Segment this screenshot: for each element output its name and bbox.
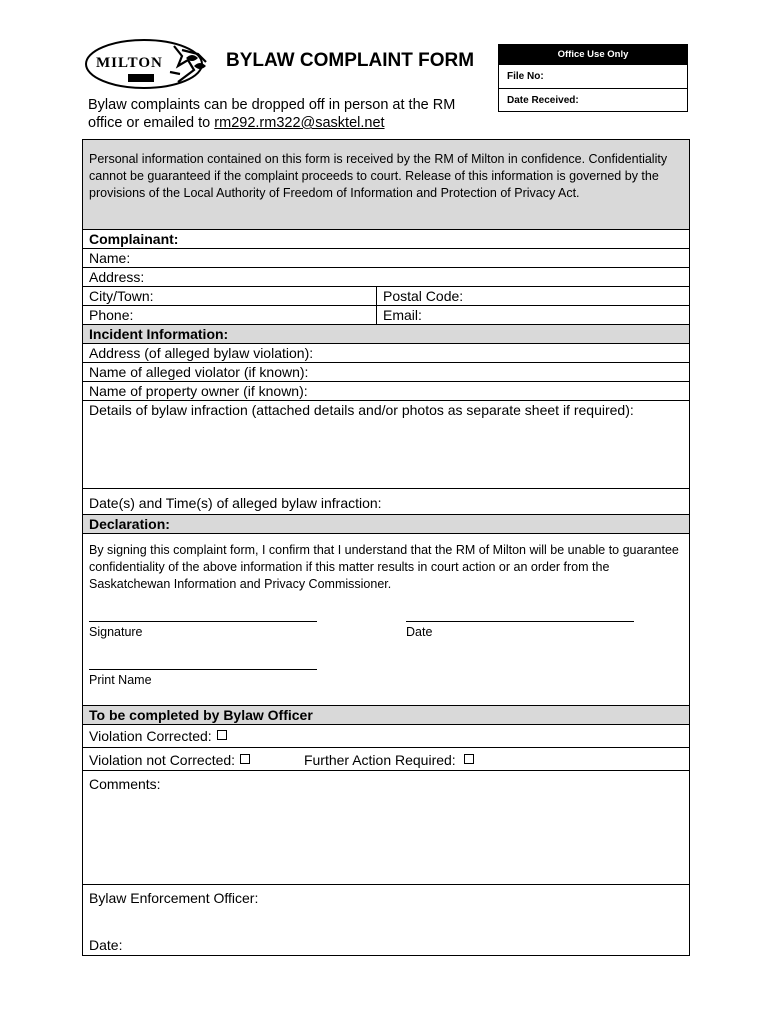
violation-corrected-label: Violation Corrected: [89,728,212,744]
violation-corrected-checkbox[interactable] [217,730,227,740]
owner-name-row[interactable] [83,381,689,400]
signature-line[interactable] [89,621,317,622]
declaration-heading-row [83,514,689,533]
print-name-line[interactable] [89,669,317,670]
incident-heading: Incident Information: [89,326,229,342]
date-label: Date [406,625,433,639]
officer-row[interactable] [83,884,689,955]
further-action-label: Further Action Required: [303,752,456,768]
violation-corrected-item [83,725,689,745]
form-title: BYLAW COMPLAINT FORM [226,50,475,71]
print-name-label: Print Name [89,673,152,687]
city-field[interactable]: City/Town: [83,287,377,305]
officer-heading-row [83,705,689,724]
logo-text: MILTON [96,55,163,71]
declaration-row [83,533,689,705]
violation-not-corrected-label: Violation not Corrected: [89,752,236,768]
name-field[interactable]: Name: [89,250,131,266]
city-postal-row [83,286,689,305]
further-action-checkbox[interactable] [464,754,474,764]
complainant-heading-row [83,229,689,248]
phone-field[interactable]: Phone: [83,306,377,324]
datetime-row[interactable] [83,488,689,514]
comments-row[interactable] [83,770,689,884]
owner-name-field[interactable]: Name of property owner (if known): [89,383,308,399]
date-received-field[interactable]: Date Received: [499,88,687,111]
address-field[interactable]: Address: [89,269,145,285]
declaration-heading: Declaration: [89,516,170,532]
violation-corrected-row [83,724,689,747]
complainant-heading: Complainant: [89,231,179,247]
details-field[interactable]: Details of bylaw infraction (attached details and/or photos as separate sheet if required): [89,402,634,418]
complaint-form-table [82,139,690,956]
intro-sentence: Bylaw complaints can be dropped off in person at the RM office or emailed to [88,97,456,131]
postal-code-field[interactable]: Postal Code: [383,288,464,304]
office-use-title: Office Use Only [499,45,687,65]
file-no-field[interactable]: File No: [507,71,544,82]
privacy-notice: Personal information contained on this form is received by the RM of Milton in confidence. Confidentiality cannot be guaranteed if the complaint proceeds to court. Release of this information is governed by the provisions of the Local Authority of Freedom of Information and Protection of Privacy Act. [89,152,668,200]
officer-name-field[interactable]: Bylaw Enforcement Officer: [89,890,259,906]
violation-status-items [83,748,689,769]
violation-not-corrected-checkbox[interactable] [240,754,250,764]
milton-logo [82,36,216,92]
officer-date-field[interactable]: Date: [89,937,123,953]
phone-email-row [83,305,689,324]
violation-address-row[interactable] [83,343,689,362]
intro-text [88,96,488,132]
incident-heading-row [83,324,689,343]
signature-label: Signature [89,625,143,639]
officer-heading: To be completed by Bylaw Officer [89,707,313,723]
office-use-box [498,44,688,112]
comments-field[interactable]: Comments: [89,776,161,792]
date-line[interactable] [406,621,634,622]
violator-name-field[interactable]: Name of alleged violator (if known): [89,364,309,380]
details-row[interactable] [83,400,689,488]
violator-name-row[interactable] [83,362,689,381]
address-row[interactable] [83,267,689,286]
datetime-field[interactable]: Date(s) and Time(s) of alleged bylaw infraction: [89,495,382,511]
name-row[interactable] [83,248,689,267]
violation-address-field[interactable]: Address (of alleged bylaw violation): [89,345,314,361]
email-field[interactable]: Email: [383,307,422,323]
email-link[interactable]: rm292.rm322@sasktel.net [214,115,385,131]
declaration-text: By signing this complaint form, I confirm that I understand that the RM of Milton will be unable to guarantee confidentiality of the above information if this matter results in court action or an order from the Saskatchewan Information and Privacy Commissioner. [89,543,679,591]
privacy-notice-row [83,140,689,229]
violation-status-row [83,747,689,770]
